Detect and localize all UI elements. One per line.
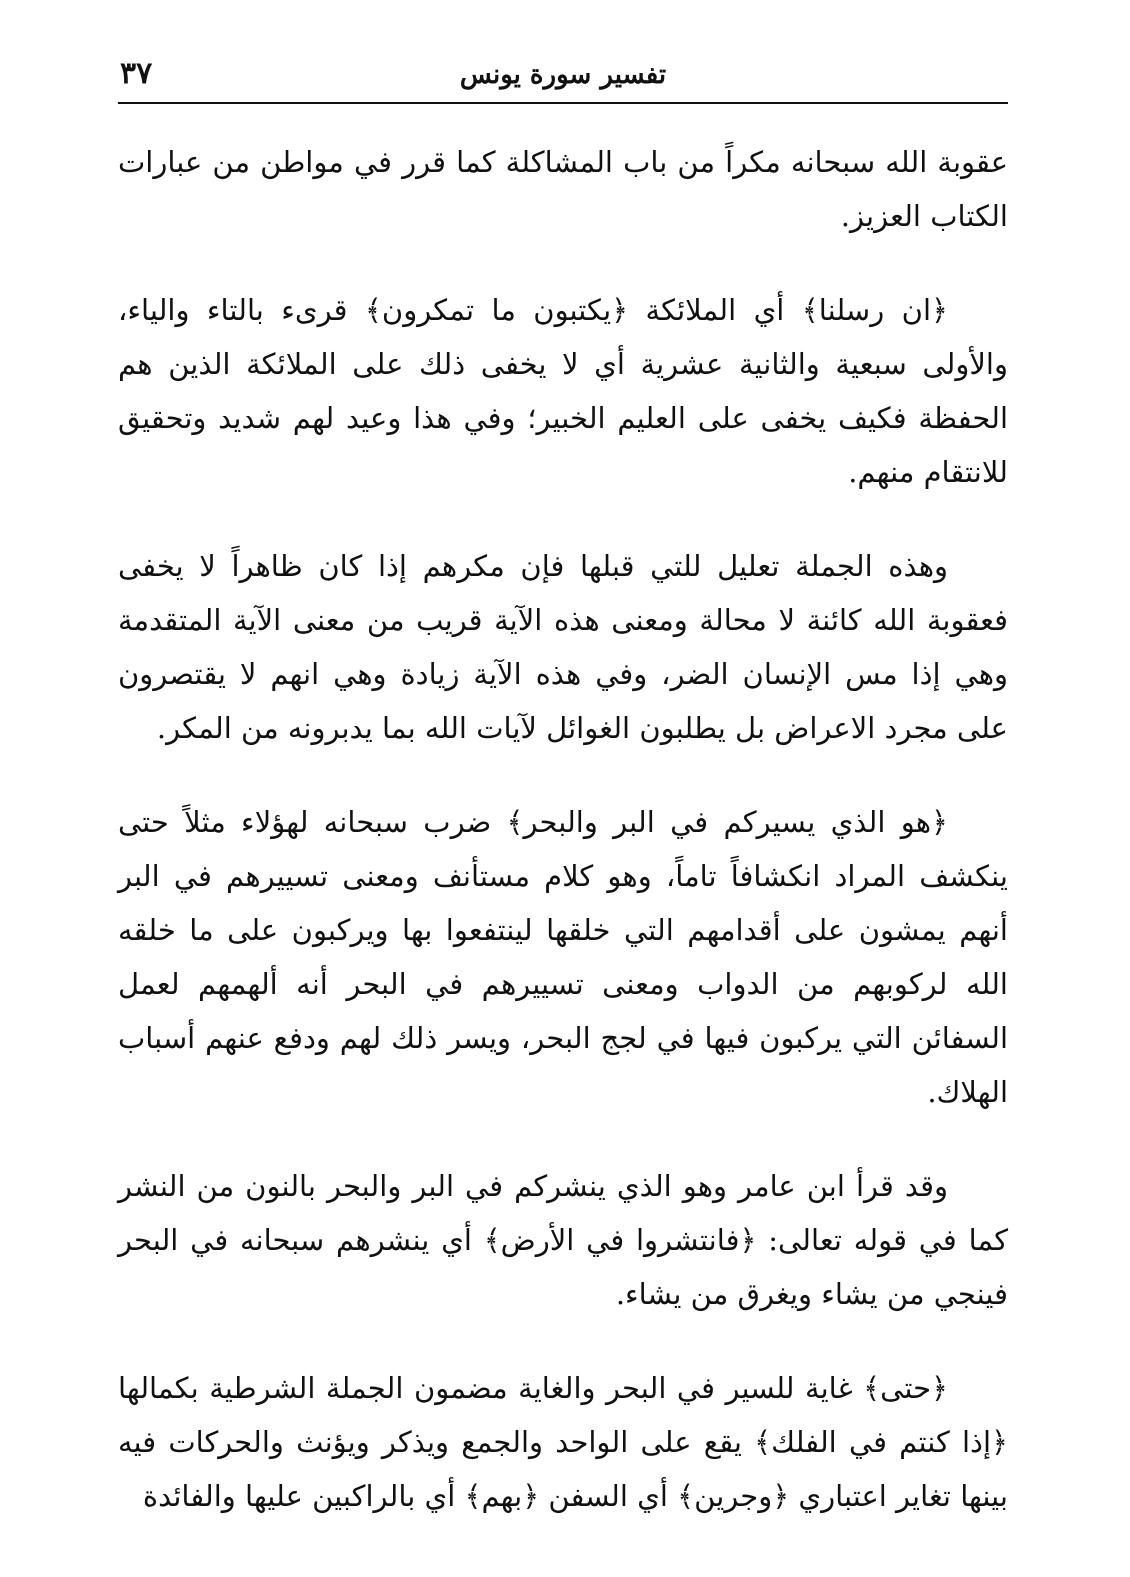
page-title: تفسير سورة يونس [459,60,667,90]
paragraph: وهذه الجملة تعليل للتي قبلها فإن مكرهم إذا كان ظاهراً لا يخفى فعقوبة الله كائنة لا محالة ومعنى هذه الآية قريب من معنى الآية المتقدمة وهي إذا مس الإنسان الضر، وفي هذه الآية زيادة وهي انهم لا يقتصرون على مجرد الاعراض بل يطلبون الغوائل لآيات الله بما يدبرونه من المكر. [118,549,1008,745]
body-text [118,135,1008,1563]
paragraph: ﴿ان رسلنا﴾ أي الملائكة ﴿يكتبون ما تمكرون﴾ قرىء بالتاء والياء، والأولى سبعية والثانية عشرية أي لا يخفى ذلك على الملائكة الذين هم الحفظة فكيف يخفى على العليم الخبير؛ وفي هذا وعيد لهم شديد وتحقيق للانتقام منهم. [118,293,1008,489]
running-header [118,52,1008,104]
paragraph: وقد قرأ ابن عامر وهو الذي ينشركم في البر والبحر بالنون من النشر كما في قوله تعالى: ﴿فانتشروا في الأرض﴾ أي ينشرهم سبحانه في البحر فينجي من يشاء ويغرق من يشاء. [118,1169,1008,1311]
paragraph: عقوبة الله سبحانه مكراً من باب المشاكلة كما قرر في مواطن من عبارات الكتاب العزيز. [118,145,1008,233]
paragraph: ﴿هو الذي يسيركم في البر والبحر﴾ ضرب سبحانه لهؤلاء مثلاً حتى ينكشف المراد انكشافاً تاماً، وهو كلام مستأنف ومعنى تسييرهم في البر أنهم يمشون على أقدامهم التي خلقها لينتفعوا بها ويركبون على ما خلقه الله لركوبهم من الدواب ومعنى تسييرهم في البحر أنه ألهمهم لعمل السفائن التي يركبون فيها في لجج البحر، ويسر ذلك لهم ودفع عنهم أسباب الهلاك. [118,805,1008,1109]
page-number: ٣٧ [120,56,153,91]
paragraph: ﴿حتى﴾ غاية للسير في البحر والغاية مضمون الجملة الشرطية بكمالها ﴿إذا كنتم في الفلك﴾ يقع على الواحد والجمع ويذكر ويؤنث والحركات فيه بينها تغاير اعتباري ﴿وجرين﴾ أي السفن ﴿بهم﴾ أي بالراكبين عليها والفائدة [118,1371,1008,1513]
